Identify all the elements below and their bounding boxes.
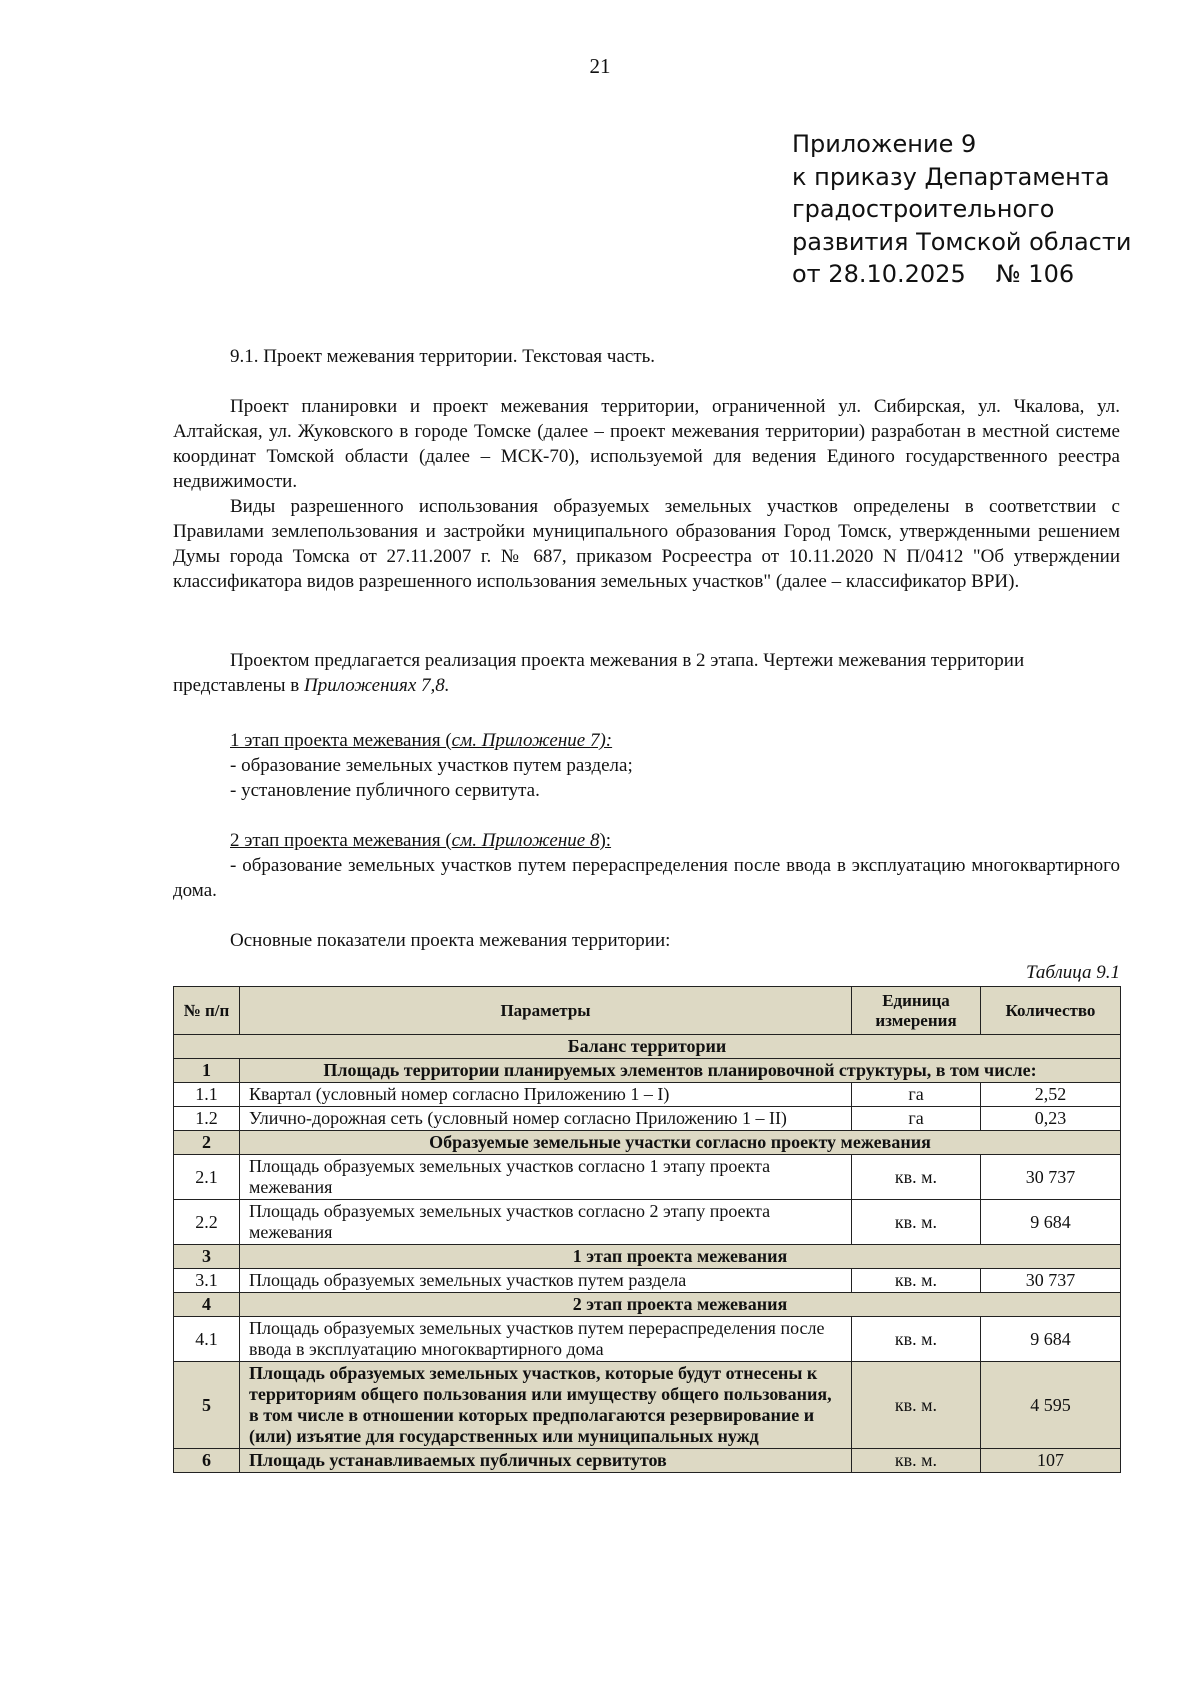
order-date: от 28.10.2025 <box>792 260 966 288</box>
table-row: 2.1 Площадь образуемых земельных участков согласно 1 этапу проекта межевания кв. м. 30 737 <box>174 1155 1121 1200</box>
header-unit: Единица измерения <box>852 987 981 1035</box>
page-number: 21 <box>589 54 611 78</box>
section-row-2: 2 Образуемые земельные участки согласно проекту межевания <box>174 1131 1121 1155</box>
section-row-3: 3 1 этап проекта межевания <box>174 1245 1121 1269</box>
paragraph-3 <box>173 648 1120 698</box>
table-row: 3.1 Площадь образуемых земельных участков путем раздела кв. м. 30 737 <box>174 1269 1121 1293</box>
section-row-4: 4 2 этап проекта межевания <box>174 1293 1121 1317</box>
stage-1-block <box>173 728 1120 803</box>
appendix-header <box>792 128 1131 291</box>
order-number: № 106 <box>995 260 1075 288</box>
header-parameters: Параметры <box>240 987 852 1035</box>
appendix-line-4: развития Томской области <box>792 227 1132 256</box>
paragraph-3-text: Проектом предлагается реализация проекта межевания в 2 этапа. Чертежи межевания территории представлены в <box>173 650 1025 696</box>
indicators-intro-block <box>173 928 1120 953</box>
table-header-row <box>174 987 1121 1035</box>
appendix-line-2: к приказу Департамента <box>792 162 1110 191</box>
indicators-intro: Основные показатели проекта межевания территории: <box>230 930 671 951</box>
table-row: 1.1 Квартал (условный номер согласно Приложению 1 – I) га 2,52 <box>174 1083 1121 1107</box>
stage-2-title: 2 этап проекта межевания (см. Приложение 8): <box>230 830 612 851</box>
paragraph-1: Проект планировки и проект межевания территории, ограниченной ул. Сибирская, ул. Чкалова, ул. Алтайская, ул. Жуковского в городе Томске (далее – проект межевания территории) разработан в местной системе координат Томской области (далее – МСК-70), используемой для ведения Единого государственного реестра недвижимости. <box>173 396 1120 492</box>
section-row-balance: Баланс территории <box>174 1035 1121 1059</box>
paragraph-3-ref: Приложениях 7,8. <box>303 675 450 696</box>
table-row-6: 6 Площадь устанавливаемых публичных сервитутов кв. м. 107 <box>174 1449 1121 1473</box>
stage-2-ref: см. Приложение 8 <box>451 830 600 851</box>
stage-1-item-1: - образование земельных участков путем раздела; <box>230 755 633 776</box>
paragraph-2: Виды разрешенного использования образуемых земельных участков определены в соответствии с Правилами землепользования и застройки муниципального образования Город Томск, утвержденными решением Думы города Томска от 27.11.2007 г. № 687, приказом Росреестра от 10.11.2020 N П/0412 "Об утверждении классификатора видов разрешенного использования земельных участков" (далее – классификатор ВРИ). <box>173 496 1120 592</box>
table-row-5: 5 Площадь образуемых земельных участков, которые будут отнесены к территориям общего пользования или имуществу общего пользования, в том числе в отношении которых предполагаются резервирование и (или) изъятие для государственных или муниципальных нужд кв. м. 4 595 <box>174 1362 1121 1449</box>
header-quantity: Количество <box>981 987 1121 1035</box>
stage-1-item-2: - установление публичного сервитута. <box>230 780 540 801</box>
indicators-table <box>173 986 1121 1473</box>
appendix-line-3: градостроительного <box>792 195 1055 223</box>
stage-2-item-1: - образование земельных участков путем перераспределения после ввода в эксплуатацию многоквартирного дома. <box>173 855 1120 901</box>
section-title: 9.1. Проект межевания территории. Текстовая часть. <box>230 346 656 367</box>
table-row: 2.2 Площадь образуемых земельных участков согласно 2 этапу проекта межевания кв. м. 9 684 <box>174 1200 1121 1245</box>
table-caption: Таблица 9.1 <box>1026 962 1120 983</box>
stage-1-ref: см. Приложение 7): <box>451 730 613 751</box>
table-row: 4.1 Площадь образуемых земельных участков путем перераспределения после ввода в эксплуатацию многоквартирного дома кв. м. 9 684 <box>174 1317 1121 1362</box>
table-row: 1.2 Улично-дорожная сеть (условный номер согласно Приложению 1 – II) га 0,23 <box>174 1107 1121 1131</box>
section-title-block <box>173 344 1120 369</box>
section-row-1: 1 Площадь территории планируемых элементов планировочной структуры, в том числе: <box>174 1059 1121 1083</box>
header-num: № п/п <box>174 987 240 1035</box>
stage-2-block <box>173 828 1120 903</box>
body-paragraphs <box>173 394 1120 594</box>
stage-1-title: 1 этап проекта межевания (см. Приложение 7): <box>230 730 613 751</box>
appendix-title: Приложение 9 <box>792 130 977 158</box>
appendix-date-line <box>792 258 1131 291</box>
